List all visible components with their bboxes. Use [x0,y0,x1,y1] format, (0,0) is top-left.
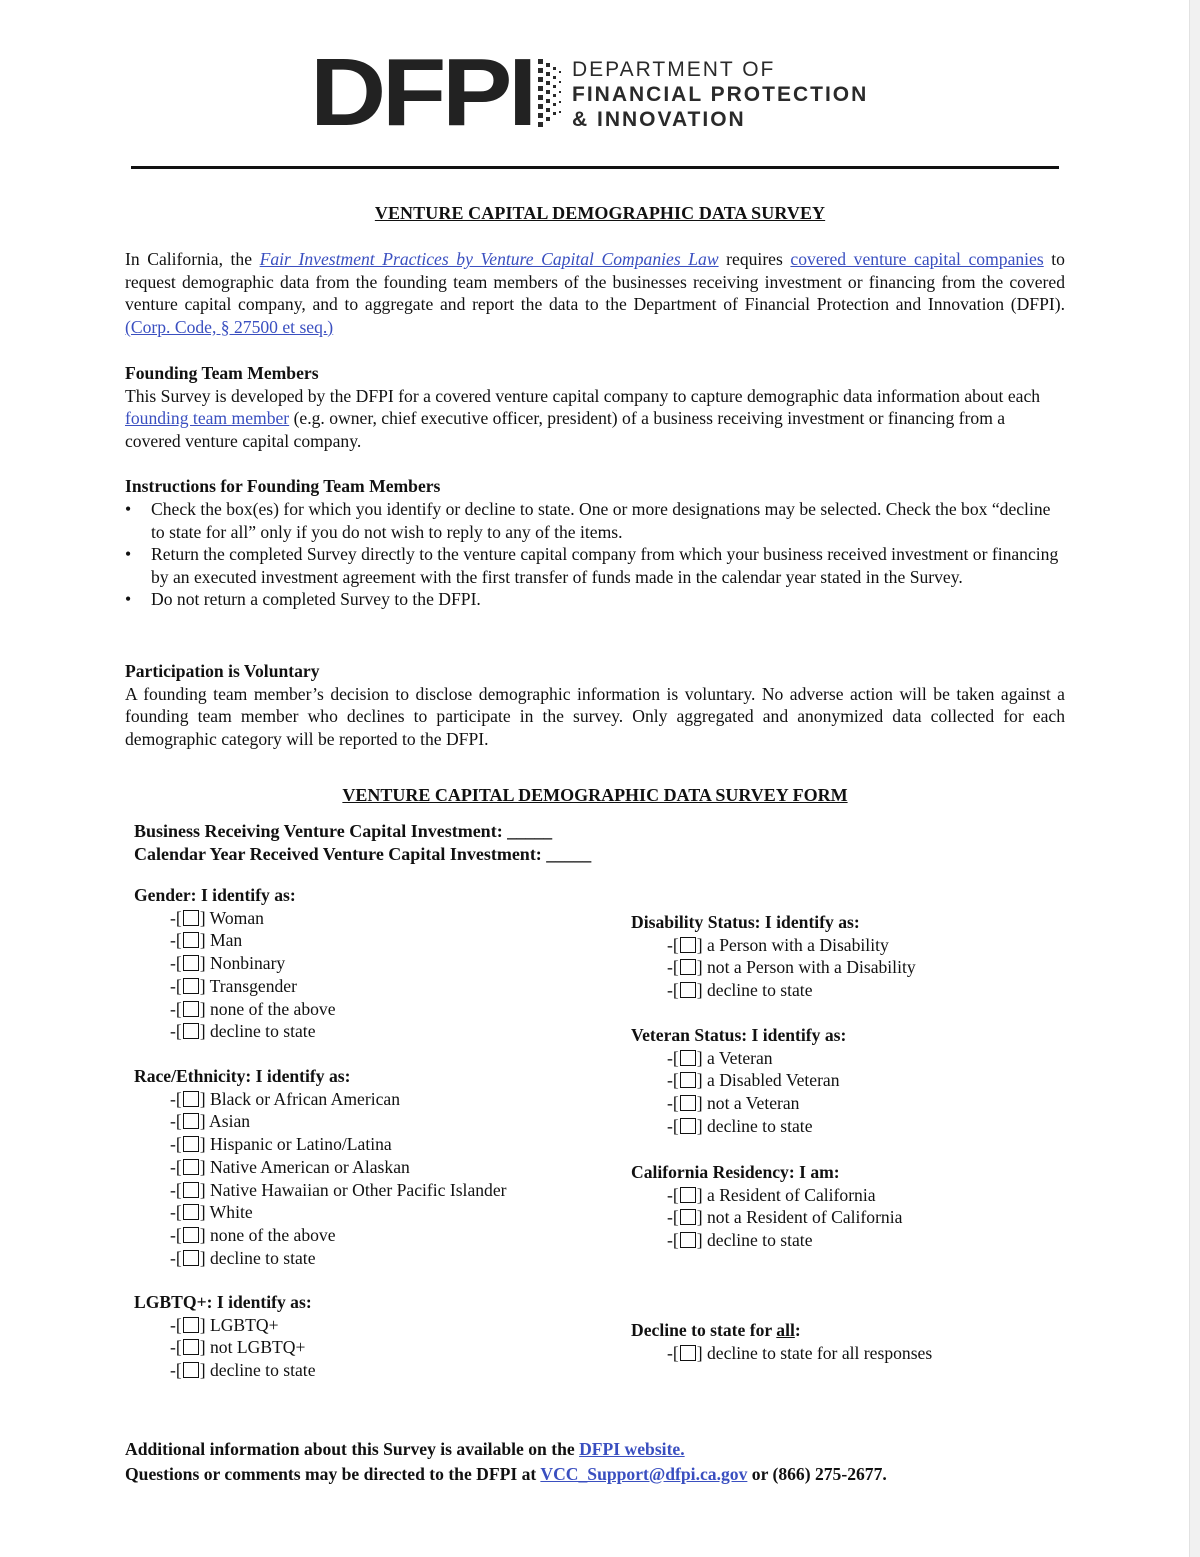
checkbox[interactable] [170,1179,206,1202]
checkbox-option [631,1092,846,1115]
checkbox-prefix: -[ [170,1337,182,1358]
checkbox-prefix: -[ [667,1184,679,1205]
intro-paragraph [125,248,1065,338]
checkbox-suffix: ] [199,1134,206,1155]
list-item [125,588,1065,611]
checkbox[interactable] [667,1184,703,1207]
checkbox-prefix: -[ [170,998,182,1019]
checkbox-prefix: -[ [170,1134,182,1155]
checkbox[interactable] [170,1110,206,1133]
checkbox-square-icon[interactable] [183,1113,199,1129]
checkbox-label: none of the above [209,998,336,1019]
checkbox-square-icon[interactable] [183,1317,199,1333]
logo-line-2: FINANCIAL PROTECTION [572,83,869,106]
checkbox-square-icon[interactable] [183,1250,199,1266]
checkbox-suffix: ] [696,957,703,978]
checkbox-option [134,1133,507,1156]
footer-line-1 [125,1437,685,1462]
checkbox[interactable] [667,1115,703,1138]
checkbox[interactable] [170,1088,206,1111]
checkbox-label: LGBTQ+ [209,1314,279,1335]
checkbox-option [134,1247,507,1270]
checkbox-prefix: -[ [170,1202,182,1223]
footer-text-3: or (866) 275-2677. [747,1464,887,1484]
business-field[interactable]: Business Receiving Venture Capital Investment: _____ [134,821,553,841]
checkbox-label: Woman [209,907,264,928]
checkbox-square-icon[interactable] [183,1182,199,1198]
checkbox-label: decline to state [209,1021,316,1042]
decline-all-heading-pre: Decline to state for [631,1320,777,1340]
checkbox-suffix: ] [696,980,703,1001]
residency-group [631,1161,902,1252]
checkbox-prefix: -[ [667,1207,679,1228]
instructions-heading: Instructions for Founding Team Members [125,476,441,496]
checkbox-option [134,1224,507,1247]
checkbox-square-icon[interactable] [680,982,696,998]
checkbox-option [631,956,916,979]
veteran-group [631,1024,846,1138]
checkbox-square-icon[interactable] [680,1187,696,1203]
checkbox-option [134,998,336,1021]
intro-text-2: requires [718,249,791,269]
checkbox-prefix: -[ [667,1047,679,1068]
checkbox-suffix: ] [696,1070,703,1091]
checkbox-suffix: ] [199,1202,206,1223]
footer-text-1: Additional information about this Survey is available on the [125,1439,580,1459]
checkbox-suffix: ] [199,975,206,996]
checkbox[interactable] [170,952,206,975]
checkbox-prefix: -[ [170,1111,182,1132]
checkbox-suffix: ] [696,1115,703,1136]
checkbox-prefix: -[ [667,1093,679,1114]
checkbox-option [134,1201,507,1224]
checkbox[interactable] [667,956,703,979]
race-group [134,1065,507,1269]
checkbox-prefix: -[ [170,1021,182,1042]
decline-all-heading [631,1319,932,1342]
founding-member-link[interactable]: founding team member [125,408,290,429]
checkbox-prefix: -[ [667,1342,679,1363]
checkbox-square-icon[interactable] [680,1118,696,1134]
checkbox-suffix: ] [199,1314,206,1335]
checkbox-option [134,1314,316,1337]
checkbox-prefix: -[ [667,1070,679,1091]
checkbox-suffix: ] [199,1179,206,1200]
checkbox[interactable] [170,907,206,930]
checkbox-label: a Veteran [706,1047,773,1068]
checkbox-suffix: ] [696,934,703,955]
checkbox-suffix: ] [696,1184,703,1205]
checkbox-label: Native Hawaiian or Other Pacific Islander [209,1179,507,1200]
founding-heading: Founding Team Members [125,363,319,383]
checkbox-suffix: ] [199,1156,206,1177]
checkbox-square-icon[interactable] [183,1136,199,1152]
checkbox-suffix: ] [199,907,206,928]
checkbox-option [631,1069,846,1092]
checkbox-square-icon[interactable] [680,1345,696,1361]
checkbox-prefix: -[ [170,1360,182,1381]
checkbox-option [134,1336,316,1359]
checkbox-option [134,952,336,975]
founding-text [125,385,1065,453]
decline-all-heading-em: all [776,1320,795,1340]
checkbox-option [134,1088,507,1111]
checkbox[interactable] [667,1342,703,1365]
header-rule [131,166,1059,169]
checkbox-square-icon[interactable] [680,1095,696,1111]
bullet-icon: • [125,499,132,519]
checkbox-option [134,1156,507,1179]
checkbox-square-icon[interactable] [183,1001,199,1017]
checkbox-prefix: -[ [667,934,679,955]
footer-line-2 [125,1462,887,1487]
checkbox-square-icon[interactable] [183,932,199,948]
checkbox-square-icon[interactable] [183,1227,199,1243]
disability-heading: Disability Status: I identify as: [631,912,860,932]
checkbox[interactable] [667,1069,703,1092]
checkbox-label: not a Person with a Disability [706,957,916,978]
checkbox-prefix: -[ [667,1115,679,1136]
support-email-link[interactable]: VCC_Support@dfpi.ca.gov [540,1464,748,1484]
checkbox-label: decline to state [209,1247,316,1268]
disability-group [631,911,916,1002]
voluntary-text: A founding team member’s decision to disclose demographic information is voluntary. No adverse action will be taken against a founding team member who declines to participate in the survey. Only aggregated and anonymized data collected for each demographic category will be reported to the DFPI. [125,683,1065,749]
checkbox-label: not a Veteran [706,1093,800,1114]
year-field[interactable]: Calendar Year Received Venture Capital Investment: _____ [134,844,592,864]
checkbox-label: Hispanic or Latino/Latina [209,1134,392,1155]
instructions-list [125,498,1065,611]
decline-all-heading-post: : [794,1320,801,1340]
document-title: VENTURE CAPITAL DEMOGRAPHIC DATA SURVEY [374,203,826,223]
corp-code-link[interactable]: (Corp. Code, § 27500 et seq.) [125,316,334,337]
checkbox-prefix: -[ [667,980,679,1001]
checkbox-square-icon[interactable] [183,1362,199,1378]
checkbox-prefix: -[ [170,930,182,951]
bullet-icon: • [125,589,132,610]
checkbox-prefix: -[ [170,907,182,928]
checkbox[interactable] [667,1092,703,1115]
checkbox[interactable] [170,1336,206,1359]
founding-text-1: This Survey is developed by the DFPI for a covered venture capital company to capture demographic data information about each [125,385,1041,406]
checkbox-square-icon[interactable] [183,955,199,971]
gender-heading: Gender: I identify as: [134,885,296,905]
checkbox-suffix: ] [199,953,206,974]
checkbox-square-icon[interactable] [680,1072,696,1088]
checkbox[interactable] [170,1156,206,1179]
checkbox[interactable] [170,1247,206,1270]
checkbox[interactable] [170,998,206,1021]
checkbox-prefix: -[ [170,1314,182,1335]
checkbox-label: decline to state [209,1360,316,1381]
checkbox-label: Transgender [209,975,297,996]
checkbox-option [134,1359,316,1382]
checkbox-square-icon[interactable] [183,910,199,926]
checkbox-label: Nonbinary [209,953,286,974]
founding-section [125,362,1065,452]
logo-line-3: & INNOVATION [572,108,746,131]
checkbox-suffix: ] [199,1224,206,1245]
checkbox-prefix: -[ [170,975,182,996]
gender-group [134,884,336,1043]
checkbox-square-icon[interactable] [680,1232,696,1248]
checkbox-option [631,1342,932,1365]
instruction-text: Return the completed Survey directly to the venture capital company from which your business received investment or financing by an executed investment agreement with the first transfer of funds made in the calendar year stated in the Survey. [151,544,1059,587]
checkbox-label: Native American or Alaskan [209,1156,410,1177]
checkbox-label: not LGBTQ+ [209,1337,306,1358]
checkbox-label: Black or African American [209,1088,401,1109]
checkbox-suffix: ] [696,1230,703,1251]
checkbox-suffix: ] [199,1021,206,1042]
checkbox-label: none of the above [209,1224,336,1245]
checkbox-label: White [209,1202,253,1223]
checkbox-suffix: ] [696,1207,703,1228]
checkbox-prefix: -[ [170,1088,182,1109]
footer-text-2: Questions or comments may be directed to the DFPI at [125,1464,541,1484]
checkbox[interactable] [170,1224,206,1247]
checkbox-square-icon[interactable] [183,1204,199,1220]
checkbox-square-icon[interactable] [183,1091,199,1107]
checkbox-option [631,1115,846,1138]
checkbox[interactable] [170,1314,206,1337]
race-heading: Race/Ethnicity: I identify as: [134,1066,351,1086]
checkbox-suffix: ] [696,1093,703,1114]
checkbox-prefix: -[ [667,1230,679,1251]
checkbox-option [631,934,916,957]
dfpi-website-link[interactable]: DFPI website. [579,1439,685,1459]
checkbox[interactable] [170,1359,206,1382]
checkbox[interactable] [170,1133,206,1156]
voluntary-heading: Participation is Voluntary [125,661,320,681]
intro-text-1: In California, the [125,249,260,269]
checkbox[interactable] [170,1201,206,1224]
instruction-text: Do not return a completed Survey to the DFPI. [151,589,481,610]
checkbox-label: a Disabled Veteran [706,1070,840,1091]
checkbox-square-icon[interactable] [680,1209,696,1225]
lgbtq-group [134,1291,316,1382]
checkbox-option [134,1110,507,1133]
checkbox-option [134,929,336,952]
checkbox-option [631,1206,902,1229]
checkbox-prefix: -[ [667,957,679,978]
checkbox-square-icon[interactable] [183,978,199,994]
checkbox-option [631,1184,902,1207]
logo-letters: DFPI [310,39,533,146]
checkbox-option [134,1020,336,1043]
checkbox-option [134,1179,507,1202]
checkbox[interactable] [667,1229,703,1252]
checkbox-suffix: ] [199,1337,206,1358]
list-item [125,498,1065,543]
checkbox-prefix: -[ [170,1156,182,1177]
checkbox-label: Asian [209,1111,251,1132]
checkbox[interactable] [667,979,703,1002]
intro-text-3: to request demographic data from the founding team members of the businesses receiving investment or financing from the covered venture capital company, and to aggregate and report the data to the Department of Financial Protection and Innovation (DFPI). [125,249,1065,315]
checkbox-option [631,1229,902,1252]
checkbox-option [631,1047,846,1070]
voluntary-section [125,660,1065,750]
checkbox-option [134,975,336,998]
checkbox-square-icon[interactable] [680,1050,696,1066]
checkbox-label: a Person with a Disability [706,934,889,955]
page-edge [1189,0,1200,1557]
checkbox-suffix: ] [199,1247,206,1268]
checkbox-prefix: -[ [170,1224,182,1245]
logo-line-1: DEPARTMENT OF [572,58,776,81]
checkbox-suffix: ] [696,1342,703,1363]
residency-heading: California Residency: I am: [631,1162,840,1182]
checkbox-label: decline to state [706,1115,813,1136]
checkbox[interactable] [170,929,206,952]
checkbox[interactable] [667,1206,703,1229]
checkbox-label: decline to state [706,980,813,1001]
checkbox-suffix: ] [696,1047,703,1068]
checkbox-label: decline to state [706,1230,813,1251]
checkbox[interactable] [170,975,206,998]
checkbox-square-icon[interactable] [183,1159,199,1175]
checkbox-suffix: ] [199,998,206,1019]
veteran-heading: Veteran Status: I identify as: [631,1025,847,1045]
checkbox-prefix: -[ [170,953,182,974]
decline-all-group [631,1319,932,1364]
checkbox-option [631,979,916,1002]
logo-dots-icon [538,59,562,127]
instruction-text: Check the box(es) for which you identify or decline to state. One or more designations may be selected. Check the box “decline to state for all” only if you do not wish to reply to any of the items. [151,499,1051,542]
checkbox-square-icon[interactable] [183,1023,199,1039]
checkbox-suffix: ] [199,1088,206,1109]
lgbtq-heading: LGBTQ+: I identify as: [134,1292,312,1312]
list-item [125,543,1065,588]
checkbox-prefix: -[ [170,1247,182,1268]
checkbox-label: a Resident of California [706,1184,876,1205]
logo-text [572,57,912,132]
checkbox-square-icon[interactable] [183,1339,199,1355]
checkbox-square-icon[interactable] [680,937,696,953]
checkbox-label: decline to state for all responses [706,1342,933,1363]
covered-vc-link[interactable]: covered venture capital companies [790,249,1044,269]
bullet-icon: • [125,544,132,565]
checkbox-square-icon[interactable] [680,959,696,975]
checkbox-prefix: -[ [170,1179,182,1200]
checkbox[interactable] [667,934,703,957]
checkbox-option [134,907,336,930]
checkbox-label: not a Resident of California [706,1207,903,1228]
checkbox-suffix: ] [199,1111,206,1132]
law-link[interactable]: Fair Investment Practices by Venture Capital Companies Law [259,249,719,269]
checkbox-label: Man [209,930,243,951]
checkbox-suffix: ] [199,1360,206,1381]
checkbox-suffix: ] [199,930,206,951]
checkbox[interactable] [170,1020,206,1043]
checkbox[interactable] [667,1047,703,1070]
founding-text-2: (e.g. owner, chief executive officer, president) of a business receiving investment or financing from a covered venture capital company. [125,408,1006,451]
form-title: VENTURE CAPITAL DEMOGRAPHIC DATA SURVEY FORM [342,785,848,805]
